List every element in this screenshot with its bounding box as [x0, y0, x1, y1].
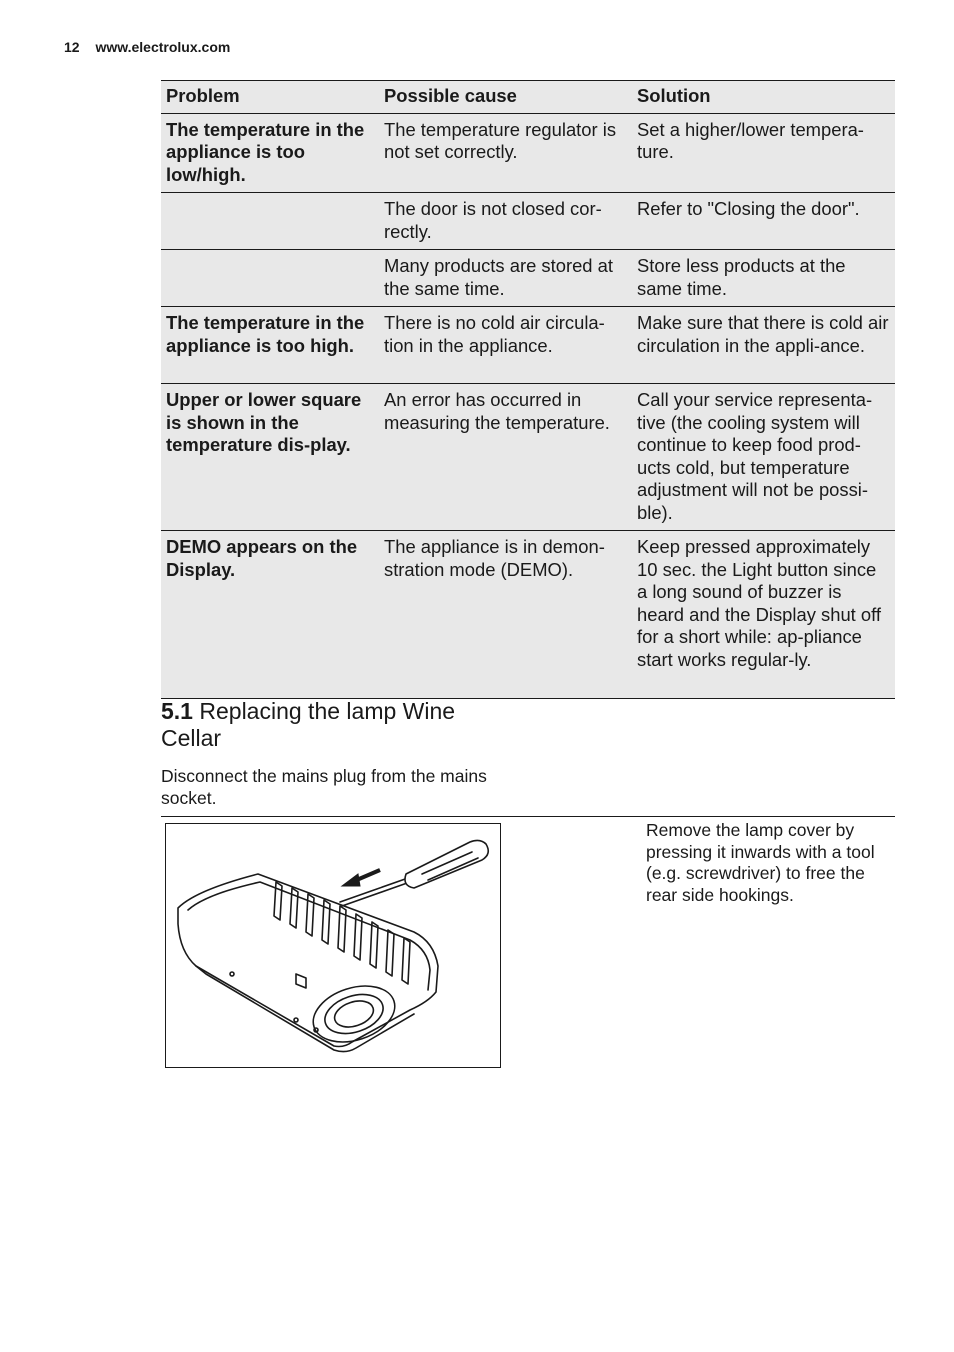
cause-cell: There is no cold air circula-tion in the appliance. [379, 307, 632, 384]
problem-cell [161, 250, 379, 307]
problem-cell: The temperature in the appliance is too low/high. [161, 113, 379, 193]
column-header-cause: Possible cause [379, 81, 632, 114]
table-row [161, 113, 895, 193]
divider [161, 816, 895, 817]
solution-cell: Store less products at the same time. [632, 250, 895, 307]
solution-cell: Refer to "Closing the door". [632, 193, 895, 250]
website-link[interactable]: www.electrolux.com [95, 39, 231, 55]
problem-cell: The temperature in the appliance is too high. [161, 307, 379, 384]
table-header-row [161, 81, 895, 114]
problem-cell: DEMO appears on the Display. [161, 531, 379, 699]
cause-cell: The door is not closed cor-rectly. [379, 193, 632, 250]
solution-cell: Set a higher/lower tempera-ture. [632, 113, 895, 193]
table-row [161, 307, 895, 384]
cause-cell: Many products are stored at the same time. [379, 250, 632, 307]
step-instruction: Remove the lamp cover by pressing it inwards with a tool (e.g. screwdriver) to free the rear side hookings. [646, 820, 875, 905]
cause-cell: The appliance is in demon-stration mode (DEMO). [379, 531, 632, 699]
section-number: 5.1 [161, 698, 193, 724]
solution-cell: Keep pressed approximately 10 sec. the Light button since a long sound of buzzer is heard and the Display shut off for a short while: ap-pliance start works regular-ly. [632, 531, 895, 699]
section-title: Replacing the lamp Wine Cellar [161, 698, 456, 751]
troubleshooting-table [161, 80, 895, 699]
column-header-problem: Problem [161, 81, 379, 114]
page-number: 12 [64, 39, 80, 55]
column-header-solution: Solution [632, 81, 895, 114]
lamp-cover-illustration [165, 823, 501, 1068]
section-heading [161, 698, 521, 752]
solution-cell: Make sure that there is cold air circulation in the appli-ance. [632, 307, 895, 384]
solution-cell: Call your service representa-tive (the cooling system will continue to keep food prod-ucts cold, but temperature adjustment will not be possi-ble). [632, 384, 895, 531]
intro-paragraph: Disconnect the mains plug from the mains socket. [161, 766, 487, 808]
table-row [161, 384, 895, 531]
page-header [64, 39, 230, 55]
table-row [161, 250, 895, 307]
cause-cell: The temperature regulator is not set correctly. [379, 113, 632, 193]
problem-cell [161, 193, 379, 250]
table-row [161, 193, 895, 250]
table-row [161, 531, 895, 699]
problem-cell: Upper or lower square is shown in the temperature dis-play. [161, 384, 379, 531]
cause-cell: An error has occurred in measuring the temperature. [379, 384, 632, 531]
lamp-cover-drawing [166, 824, 500, 1067]
